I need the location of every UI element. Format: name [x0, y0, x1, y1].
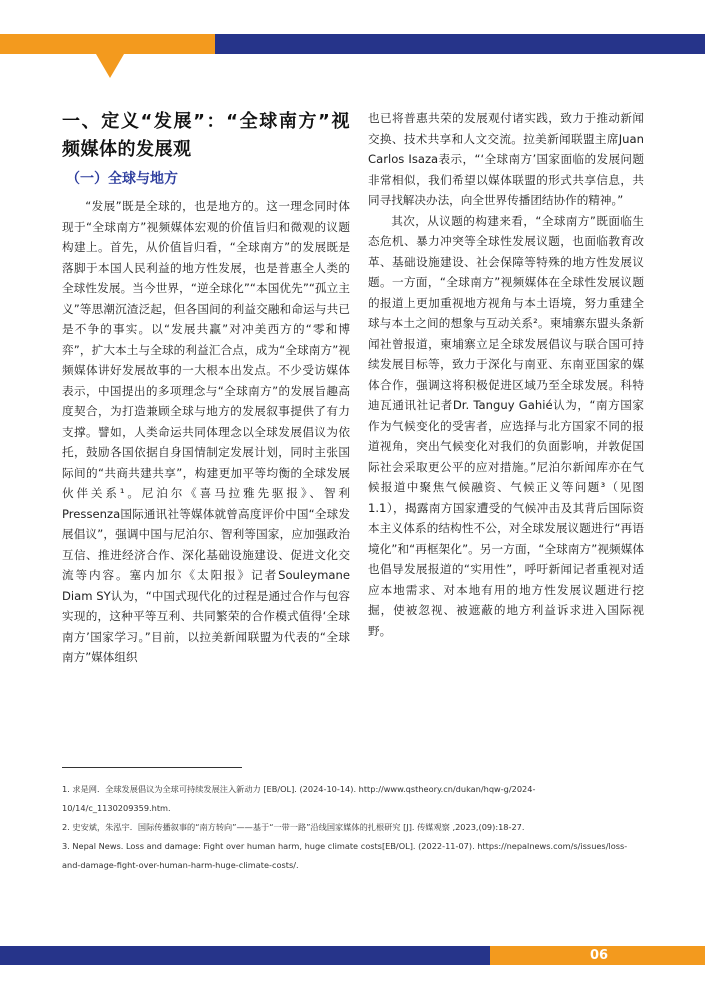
page-number: 06 — [589, 948, 609, 963]
body-paragraph-left: “发展”既是全球的，也是地方的。这一理念同时体现于“全球南方”视频媒体宏观的价值旨归和微观的议题构建上。首先，从价值旨归看，“全球南方”的发展既是落脚于本国人民利益的地方性发展，也是普惠全人类的全球性发展。当今世界，“逆全球化”“本国优先”“孤立主义”等思潮沉渣泛起，但各国间的利益交融和命运与共已是不争的事实。以“发展共赢”对冲美西方的“零和博弈”，扩大本土与全球的利益汇合点，成为“全球南方”视频媒体讲好发展故事的一大根本出发点。不少受访媒体表示，中国提出的多项理念与“全球南方”的发展旨趣高度契合，为打造兼顾全球与地方的发展叙事提供了有力支撑。譬如，人类命运共同体理念以全球发展倡议为依托，鼓励各国依据自身国情制定发展计划，同时主张国际间的“共商共建共享”，构建更加平等均衡的全球发展伙伴关系¹。尼泊尔《喜马拉雅先驱报》、智利Pressenza国际通讯社等媒体就曾高度评价中国“全球发展倡议”，强调中国与尼泊尔、智利等国家，应加强政治互信、推进经济合作、深化基础设施建设、促进文化交流等内容。塞内加尔《太阳报》记者Souleymane Diam SY认为，“中国式现代化的过程是通过合作与包容实现的，这种平等互利、共同繁荣的合作模式值得‘全球南方’国家学习。”目前，以拉美新闻联盟为代表的“全球南方”媒体组织 — [62, 199, 350, 664]
right-column — [368, 108, 644, 641]
footnotes — [62, 780, 642, 875]
top-orange-band — [0, 34, 215, 54]
bottom-blue-band — [0, 946, 490, 965]
footnote-3: 3. Nepal News. Loss and damage: Fight over human harm, huge climate costs[EB/OL]. (2022-11-07). https://nepalnews.com/s/issues/loss-and-damage-fight-over-human-harm-huge-climate-costs/. — [62, 841, 628, 870]
section-title: 一、定义“发展”：“全球南方”视频媒体的发展观 — [62, 111, 350, 160]
top-triangle-marker — [96, 54, 124, 78]
section-subtitle: （一）全球与地方 — [66, 171, 178, 187]
left-column — [62, 108, 350, 668]
footnote-2: 2. 史安斌，朱泓宇．国际传播叙事的“南方转向”——基于“一带一路”沿线国家媒体的扎根研究 [J]. 传媒观察 ,2023,(09):18-27. — [62, 822, 525, 832]
body-paragraph-right-1: 也已将普惠共荣的发展观付诸实践，致力于推动新闻交换、技术共享和人文交流。拉美新闻联盟主席Juan Carlos Isaza表示，“‘全球南方’国家面临的发展问题非常相似，我们希望以媒体联盟的形式共享信息，共同寻找解决办法，向全世界传播团结协作的精神。” — [368, 111, 644, 207]
footnote-divider — [62, 767, 242, 768]
footnote-1: 1. 求是网．全球发展倡议为全球可持续发展注入新动力 [EB/OL]. (2024-10-14). http://www.qstheory.cn/dukan/hqw-g/2024-10/14/c_1130209359.htm. — [62, 784, 536, 813]
top-blue-band — [215, 34, 705, 54]
body-paragraph-right-2: 其次，从议题的构建来看，“全球南方”既面临生态危机、暴力冲突等全球性发展议题，也面临教育改革、基础设施建设、社会保障等特殊的地方性发展议题。一方面，“全球南方”视频媒体在全球性发展议题的报道上更加重视地方视角与本土语境，努力重建全球与本土之间的想象与互动关系²。柬埔寨东盟头条新闻社曾报道，柬埔寨立足全球发展倡议与联合国可持续发展目标等，致力于深化与南亚、东南亚国家的媒体合作，强调这将积极促进区域乃至全球发展。科特迪瓦通讯社记者Dr. Tanguy Gahié认为，“南方国家作为气候变化的受害者，应选择与北方国家不同的报道视角，突出气候变化对我们的负面影响，并敦促国际社会采取更公平的应对措施。”尼泊尔新闻库亦在气候报道中聚焦气候融资、气候正义等问题³（见图1.1），揭露南方国家遭受的气候冲击及其背后国际资本主义体系的结构性不公，对全球发展议题进行“再语境化”和“再框架化”。另一方面，“全球南方”视频媒体也倡导发展报道的“实用性”，呼吁新闻记者重视对适应本地需求、对本地有用的地方性发展议题进行挖掘，使被忽视、被遮蔽的地方利益诉求进入国际视野。 — [368, 213, 644, 638]
